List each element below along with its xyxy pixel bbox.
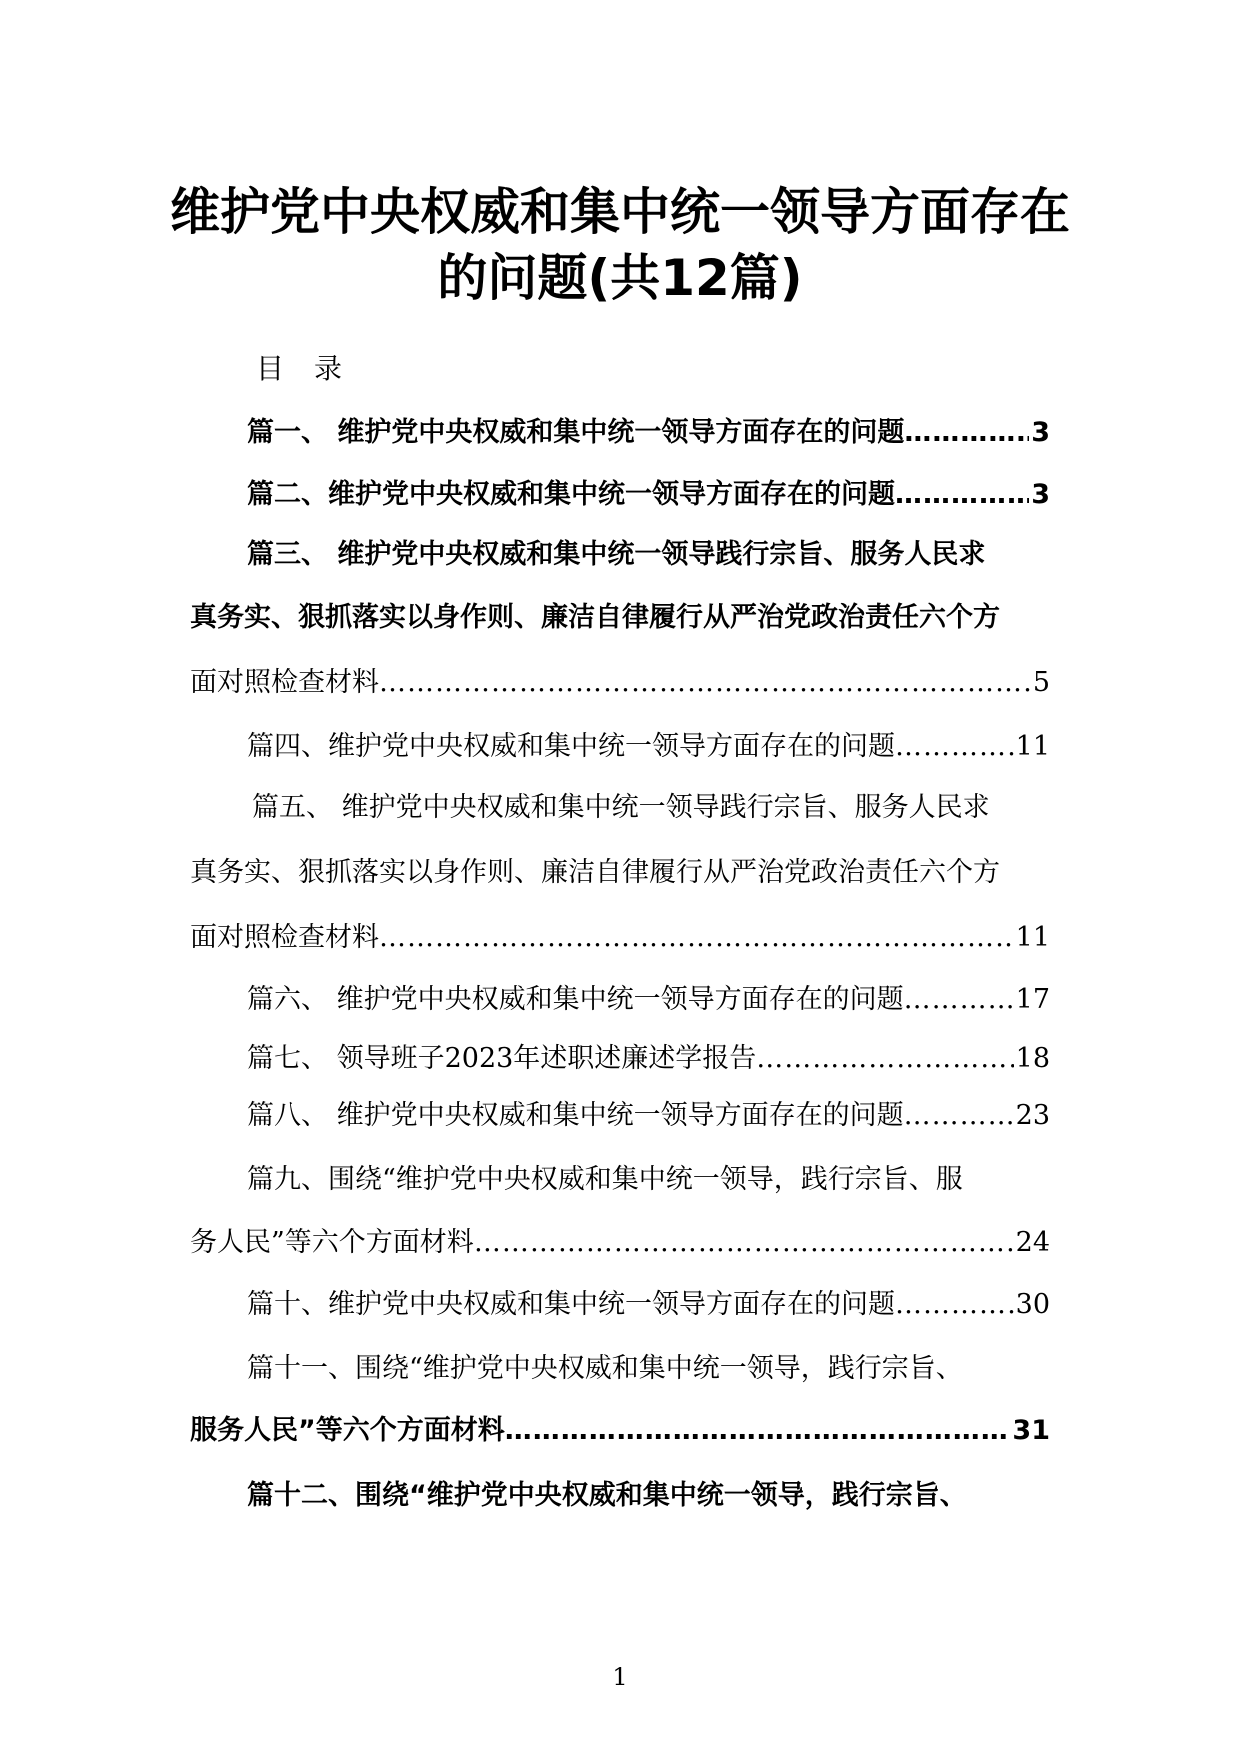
page-number: 1 — [612, 1663, 628, 1691]
toc-leader-dots — [379, 922, 1014, 953]
document-title-line1: 维护党中央权威和集中统一领导方面存在 — [170, 183, 1070, 241]
toc-leader-dots — [895, 1289, 1014, 1320]
toc-entry-page: 30 — [1015, 1289, 1050, 1320]
toc-leader-dots — [904, 984, 1014, 1015]
toc-entry-5[interactable] — [190, 915, 1050, 954]
toc-entry-3-line2: 真务实、狠抓落实以身作则、廉洁自律履行从严治党政治责任六个方 — [190, 602, 1000, 633]
toc-entry-text: 篇四、维护党中央权威和集中统一领导方面存在的问题 — [247, 731, 895, 762]
toc-leader-dots — [379, 667, 1031, 698]
toc-entry-7[interactable] — [247, 1036, 1050, 1075]
toc-entry-6[interactable] — [247, 977, 1050, 1016]
toc-entry-text: 服务人民”等六个方面材料 — [190, 1415, 505, 1446]
toc-entry-page: 31 — [1012, 1415, 1050, 1446]
toc-entry-page: 17 — [1015, 984, 1050, 1015]
toc-leader-dots — [474, 1227, 1014, 1258]
toc-leader-dots — [895, 479, 1029, 510]
toc-entry-text: 务人民”等六个方面材料 — [190, 1227, 474, 1258]
toc-entry-text: 篇二、维护党中央权威和集中统一领导方面存在的问题 — [247, 479, 895, 510]
toc-entry-text: 篇六、 维护党中央权威和集中统一领导方面存在的问题 — [247, 984, 904, 1015]
toc-entry-5-line2: 真务实、狠抓落实以身作则、廉洁自律履行从严治党政治责任六个方 — [190, 857, 1000, 888]
toc-entry-12-line1[interactable]: 篇十二、围绕“维护党中央权威和集中统一领导，践行宗旨、 — [247, 1480, 967, 1511]
toc-entry-9-line1: 篇九、围绕“维护党中央权威和集中统一领导，践行宗旨、服 — [247, 1164, 963, 1195]
toc-leader-dots — [756, 1043, 1013, 1074]
toc-entry-page: 18 — [1015, 1043, 1050, 1074]
toc-entry-text: 面对照检查材料 — [190, 922, 379, 953]
toc-entry-text: 篇七、 领导班子2023年述职述廉述学报告 — [247, 1043, 757, 1074]
toc-entry-5-line1: 篇五、 维护党中央权威和集中统一领导践行宗旨、服务人民求 — [252, 792, 990, 823]
toc-entry-4[interactable] — [247, 724, 1050, 763]
toc-entry-8[interactable] — [247, 1093, 1050, 1132]
toc-entry-page: 23 — [1015, 1100, 1050, 1131]
toc-entry-text: 篇八、 维护党中央权威和集中统一领导方面存在的问题 — [247, 1100, 904, 1131]
toc-entry-text: 篇十、维护党中央权威和集中统一领导方面存在的问题 — [247, 1289, 895, 1320]
toc-entry-11-line1: 篇十一、围绕“维护党中央权威和集中统一领导，践行宗旨、 — [247, 1353, 963, 1384]
toc-entry-2[interactable] — [247, 472, 1050, 511]
document-title-line2: 的问题(共12篇) — [437, 249, 803, 307]
toc-entry-1[interactable] — [247, 410, 1050, 449]
toc-entry-3[interactable] — [190, 660, 1050, 699]
toc-entry-text: 篇一、 维护党中央权威和集中统一领导方面存在的问题 — [247, 417, 905, 448]
toc-heading: 目录 — [256, 352, 373, 385]
toc-entry-page: 11 — [1015, 922, 1050, 953]
toc-entry-page: 5 — [1032, 667, 1050, 698]
toc-entry-10[interactable] — [247, 1282, 1050, 1321]
toc-entry-page: 11 — [1015, 731, 1050, 762]
toc-entry-page: 3 — [1031, 417, 1050, 448]
toc-entry-11[interactable] — [190, 1408, 1050, 1447]
toc-leader-dots — [904, 417, 1029, 448]
toc-entry-text: 面对照检查材料 — [190, 667, 379, 698]
toc-leader-dots — [505, 1415, 1011, 1446]
toc-entry-9[interactable] — [190, 1220, 1050, 1259]
toc-leader-dots — [904, 1100, 1014, 1131]
toc-entry-page: 3 — [1031, 479, 1050, 510]
toc-leader-dots — [895, 731, 1014, 762]
toc-entry-page: 24 — [1015, 1227, 1050, 1258]
toc-entry-3-line1: 篇三、 维护党中央权威和集中统一领导践行宗旨、服务人民求 — [247, 539, 986, 570]
